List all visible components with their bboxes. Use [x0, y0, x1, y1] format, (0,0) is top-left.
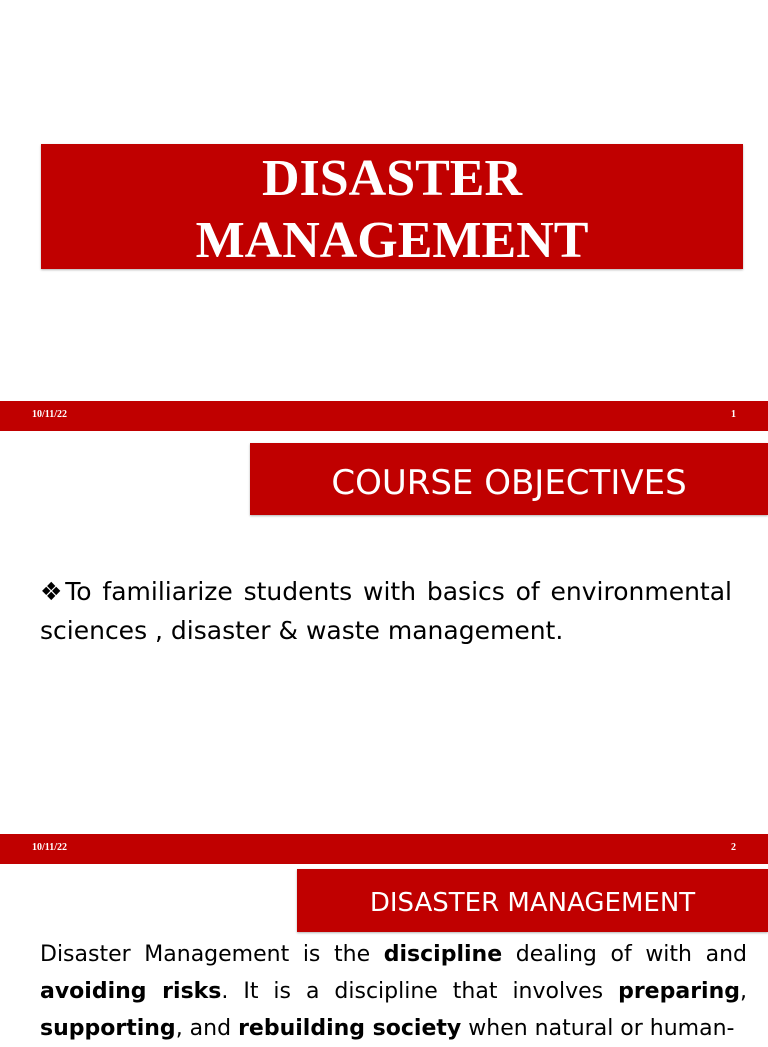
- definition-bold-term: rebuilding society: [238, 1016, 462, 1041]
- definition-bold-term: preparing: [618, 979, 740, 1004]
- definition-text: when natural or human-: [461, 1016, 735, 1041]
- objective-paragraph: [40, 572, 732, 650]
- slide-1-footer: [0, 401, 768, 431]
- definition-text: ,: [740, 979, 747, 1004]
- definition-text: Disaster Management is the: [40, 942, 384, 967]
- disaster-management-heading: DISASTER MANAGEMENT: [297, 869, 768, 932]
- definition-bold-term: supporting: [40, 1016, 176, 1041]
- footer-date: 10/11/22: [32, 409, 68, 420]
- definition-text: , and: [175, 1016, 239, 1041]
- slide-1: [0, 0, 768, 400]
- definition-text: dealing of with and: [502, 942, 747, 967]
- footer-page-number: 1: [731, 409, 736, 420]
- slide-2-footer: [0, 834, 768, 864]
- diamond-bullet-icon: ❖: [40, 577, 66, 606]
- slide-title-line-2: MANAGEMENT: [195, 212, 589, 269]
- definition-text: . It is a discipline that involves: [221, 979, 619, 1004]
- definition-paragraph: [40, 936, 747, 1047]
- title-banner: [41, 144, 743, 269]
- definition-bold-term: avoiding risks: [40, 979, 222, 1004]
- definition-bold-term: discipline: [383, 942, 503, 967]
- footer-page-number: 2: [731, 842, 736, 853]
- course-objectives-heading: COURSE OBJECTIVES: [250, 443, 768, 515]
- slide-title-line-1: DISASTER: [261, 150, 523, 207]
- footer-date: 10/11/22: [32, 842, 68, 853]
- objective-text: To familiarize students with basics of environmental sciences , disaster & waste management.: [40, 577, 732, 645]
